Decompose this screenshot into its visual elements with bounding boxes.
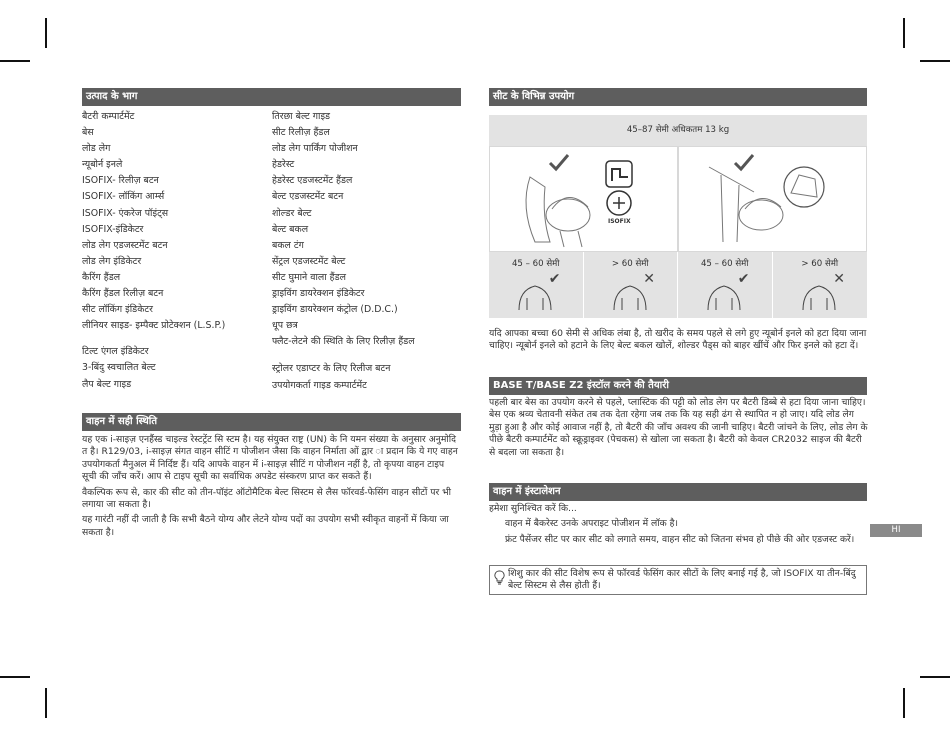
crop-mark [920, 676, 950, 678]
list-item: वाहन में बैकरेस्ट उनके अपराइट पोजीशन में लॉक है। [505, 518, 678, 530]
size-label: 45 – 60 सेमी [511, 259, 560, 269]
paragraph: यदि आपका बच्चा 60 सेमी से अधिक लंबा है, तो खरीद के समय पहले से लगे हुए न्यूबोर्न इनले को हटा दिया जाना चाहिए। न्यूबोर्न इनले को हटाने के लिए बेल्ट बकल खोलें, शोल्डर पैड्स को बाहर खींचें और फिर इनले को हटा दें। [489, 328, 867, 352]
list-item: हेडरेस्ट [272, 159, 295, 171]
installation-text [489, 503, 869, 549]
list-item: फ्लैट-लेटने की स्थिति के लिए रिलीज़ हैंडल [272, 336, 415, 348]
cross-icon: ✕ [833, 271, 845, 287]
crop-mark [903, 688, 905, 718]
list-item: तिरछा बेल्ट गाइड [272, 111, 331, 122]
list-item: बैटरी कम्पार्टमेंट [82, 111, 135, 122]
list-item: स्ट्रोलर एडाप्टर के लिए रिलीज बटन [272, 363, 391, 375]
cross-icon: ✕ [643, 271, 655, 287]
parts-list-col1 [82, 109, 225, 393]
list-item: ISOFIX- एंकरेज पॉइंट्स [82, 207, 169, 219]
size-option-cell [678, 252, 773, 318]
crop-mark [0, 60, 30, 62]
list-item: लोड लेग एडजस्टमेंट बटन [82, 239, 168, 251]
lightbulb-icon [494, 570, 505, 585]
list-item: लैप बेल्ट गाइड [82, 378, 132, 390]
list-item: कैरिंग हैंडल [82, 271, 121, 283]
size-label: 45 – 60 सेमी [700, 259, 749, 269]
list-item: बेस [82, 127, 94, 139]
list-item: सीट घुमाने वाला हैंडल [272, 271, 346, 283]
size-label: > 60 सेमी [801, 259, 839, 269]
info-text: शिशु कार की सीट विशेष रूप से फॉरवर्ड फेसिंग कार सीटों के लिए बनाई गई है, जो ISOFIX या तीन-बिंदु बेल्ट सिस्टम से लैस होती हैं। [508, 568, 856, 592]
car-seat-belt-illustration [679, 147, 866, 251]
inlay-removal-text [489, 328, 869, 356]
list-item: धूप छत्र [272, 320, 298, 332]
illustration-isofix-install [489, 146, 678, 252]
list-item: सीट लॉकिंग इंडिकेटर [82, 304, 153, 316]
section-title-vehicle-position: वाहन में सही स्थिति [82, 413, 461, 431]
isofix-label: ISOFIX [608, 218, 631, 225]
size-options-row [489, 252, 867, 318]
inlay-icon [704, 282, 744, 312]
crop-mark [920, 60, 950, 62]
panel-header: 45–87 सेमी अधिकतम 13 kg [489, 115, 867, 146]
list-item: 3-बिंदु स्वचालित बेल्ट [82, 362, 156, 374]
crop-mark [0, 676, 30, 678]
list-item: लोड लेग [82, 143, 111, 155]
illustration-belt-install [678, 146, 867, 252]
inlay-icon [799, 282, 839, 312]
vehicle-position-text [82, 434, 461, 542]
paragraph: हमेशा सुनिश्चित करें कि... [489, 503, 577, 514]
language-tab: HI [870, 524, 922, 537]
list-item: न्यूबोर्न इनले [82, 159, 123, 171]
base-prep-text [489, 397, 869, 462]
list-item: कैरिंग हैंडल रिलीज़ बटन [82, 288, 164, 300]
crop-mark [903, 18, 905, 48]
list-item: हेडरेस्ट एडजस्टमेंट हैंडल [272, 175, 353, 187]
car-seat-isofix-illustration [490, 147, 677, 251]
list-item: ISOFIX- रिलीज़ बटन [82, 175, 159, 187]
list-item: ISOFIX-इंडिकेटर [82, 223, 144, 235]
list-item: बेल्ट बकल [272, 223, 309, 235]
list-item: शोल्डर बेल्ट [272, 207, 312, 219]
parts-list-col2 [272, 109, 415, 394]
size-option-cell [584, 252, 679, 318]
size-option-cell [773, 252, 868, 318]
check-icon: ✔ [737, 271, 750, 287]
inlay-icon [610, 282, 650, 312]
list-item: लोड लेग पार्किंग पोजीशन [272, 143, 358, 155]
section-title-product-parts: उत्पाद के भाग [82, 88, 461, 106]
size-label: > 60 सेमी [611, 259, 649, 269]
paragraph: वैकल्पिक रूप से, कार की सीट को तीन-पॉइंट ऑटोमैटिक बेल्ट सिस्टम से लैस फॉरवर्ड-फेसिंग वाहन सीटों पर भी लगाया जा सकता है। [82, 486, 452, 511]
crop-mark [45, 18, 47, 48]
list-item: फ्रंट पैसेंजर सीट पर कार सीट को लगाते समय, वाहन सीट को जितना संभव हो पीछे की ओर एडजस्ट करें। [505, 533, 855, 545]
list-item: उपयोगकर्ता गाइड कम्पार्टमेंट [272, 379, 367, 391]
list-item: लोड लेग इंडिकेटर [82, 255, 142, 267]
paragraph: यह गारंटी नहीं दी जाती है कि सभी बैठने योग्य और लेटने योग्य पदों का उपयोग सभी स्वीकृत वाहनों में किया जा सकता है। [82, 514, 449, 538]
list-item: ISOFIX- लॉकिंग आर्म्स [82, 191, 165, 203]
list-item: टिल्ट एंगल इंडिकेटर [82, 346, 149, 358]
section-title-installation: वाहन में इंस्टालेशन [489, 483, 867, 501]
list-item: सीट रिलीज़ हैंडल [272, 127, 330, 139]
list-item: बकल टंग [272, 239, 304, 251]
list-item: लीनियर साइड- इम्पैक्ट प्रोटेक्शन (L.S.P.) [82, 320, 226, 332]
list-item: ड्राइविंग डायरेक्शन कंट्रोल (D.D.C.) [272, 304, 398, 316]
section-title-seat-uses: सीट के विभिन्न उपयोग [489, 88, 867, 106]
paragraph: पहली बार बेस का उपयोग करने से पहले, प्लास्टिक की पट्टी को लोड लेग पर बैटरी डिब्बे से हटा दिया जाना चाहिए। बेस एक श्रव्य चेतावनी संकेत तब तक देता रहेगा जब तक कि यह सही ढंग से स्थापित न हो जाए। यदि लोड लेग मुड़ा हुआ है और कोई आवाज नहीं है, तो बैटरी की जाँच अवश्य की जानी चाहिए। बैटरी जांचने के लिए, लोड लेग के पीछे बैटरी कम्पार्टमेंट को स्क्रूड्राइवर (पेचकस) से खोला जा सकता है। बैटरी को केवल CR2032 साइज की बैटरी से बदला जा सकता है। [489, 397, 868, 458]
list-item: बेल्ट एडजस्टमेंट बटन [272, 191, 344, 203]
crop-mark [45, 688, 47, 718]
info-note [489, 565, 867, 595]
size-option-cell [489, 252, 584, 318]
inlay-icon [515, 282, 555, 312]
list-item: सेंट्रल एडजस्टमेंट बेल्ट [272, 255, 346, 267]
list-item: ड्राइविंग डायरेक्शन इंडिकेटर [272, 288, 365, 300]
paragraph: यह एक i-साइज़ एनहैंस्ड चाइल्ड रेस्टट्रेंट सि स्टम है। यह संयुक्त राष्ट्र (UN) के नि यमन संख्या के अनुसार अनुमोदि त है। R129/03, i-साइज़ संगत वाहन सीटिं ग पोजीशन जैसा कि वाहन निर्माता ओं द्वार ा प्रदान कि ये गए वाहन उपयोगकर्ता मैनुअल में निर्दिष्ट हैं। यदि आपके वाहन में i-साइज़ सीटिं ग पोजीशन नहीं है, तो कृपया वाहन टाइप सूची की जाँच करें। आप से टाइप सूची का सर्वाधिक अपडेट संस्करण प्राप्त कर सकते हैं। [82, 434, 458, 483]
check-icon: ✔ [548, 271, 561, 287]
section-title-base-prep: BASE T/BASE Z2 इंस्टॉल करने की तैयारी [489, 377, 867, 395]
